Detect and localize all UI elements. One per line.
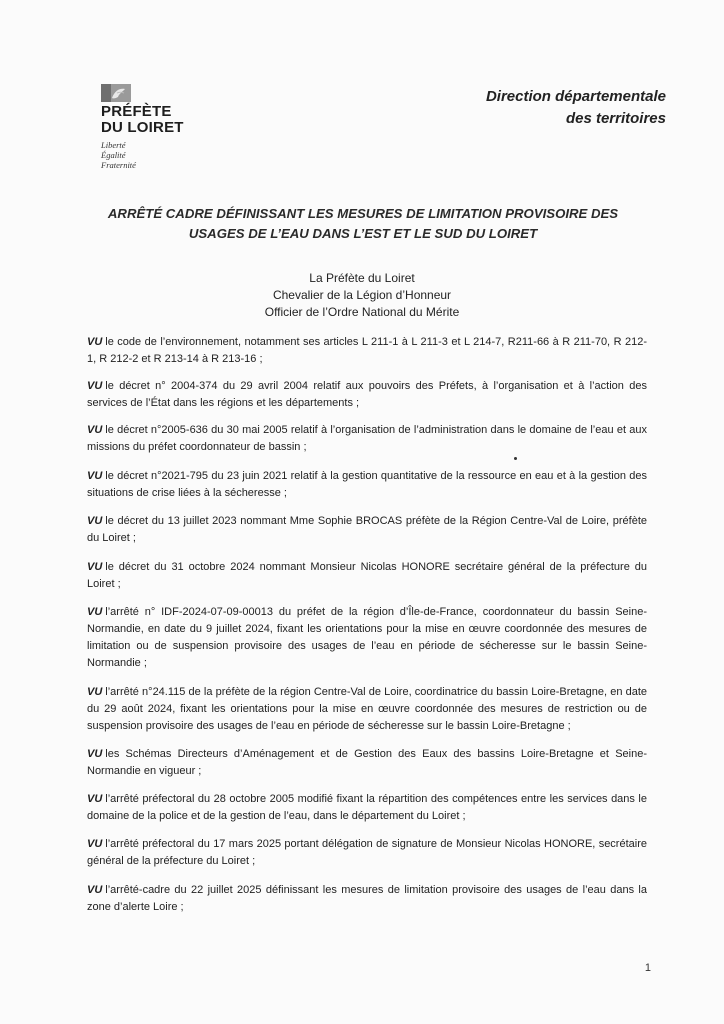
vu-label: VU xyxy=(87,793,103,805)
vu-label: VU xyxy=(87,838,103,850)
vu-text: le décret n°2005-636 du 30 mai 2005 relatif à l’organisation de l’administration dans le domaine de l’eau et aux missions du préfet coordonnateur de bassin ; xyxy=(87,424,647,453)
vu-paragraph xyxy=(87,836,647,870)
vu-label: VU xyxy=(87,686,103,698)
vu-paragraph xyxy=(87,468,647,502)
vu-text: les Schémas Directeurs d’Aménagement et de Gestion des Eaux des bassins Loire-Bretagne et Seine-Normandie en vigueur ; xyxy=(87,748,647,777)
vu-paragraph xyxy=(87,422,647,456)
vu-text: l’arrêté préfectoral du 28 octobre 2005 modifié fixant la répartition des compétences entre les services dans le domaine de la police et de la gestion de l’eau, dans le département du Loiret ; xyxy=(87,793,647,822)
vu-text: le décret n° 2004-374 du 29 avril 2004 relatif aux pouvoirs des Préfets, à l’organisation et à l’action des services de l’État dans les régions et les départements ; xyxy=(87,380,647,409)
prefecture-name-line2: DU LOIRET xyxy=(101,119,184,136)
vu-text: le code de l’environnement, notamment ses articles L 211-1 à L 211-3 et L 214-7, R211-66 à R 211-70, R 212-1, R 212-2 et R 213-14 à R 213-16 ; xyxy=(87,336,647,365)
vu-label: VU xyxy=(87,336,103,348)
vu-text: le décret n°2021-795 du 23 juin 2021 relatif à la gestion quantitative de la ressource en eau et à la gestion des situations de crise liées à la sécheresse ; xyxy=(87,470,647,499)
vu-paragraph xyxy=(87,882,647,916)
vu-paragraph xyxy=(87,559,647,593)
decree-title-line1: ARRÊTÉ CADRE DÉFINISSANT LES MESURES DE LIMITATION PROVISOIRE DES xyxy=(107,206,619,221)
vu-label: VU xyxy=(87,515,103,527)
motto-liberte: Liberté xyxy=(101,140,126,150)
direction-line1: Direction départementale xyxy=(485,88,666,105)
vu-label: VU xyxy=(87,748,103,760)
vu-text: l’arrêté n° IDF-2024-07-09-00013 du préfet de la région d’Île-de-France, coordonnateur du bassin Seine-Normandie, en date du 9 juillet 2024, fixant les orientations pour la mise en œuvre coordonnée des mesures de limitation ou de suspension provisoire des usages de l’eau en période de sécheresse sur le bassin Seine-Normandie ; xyxy=(87,606,647,669)
authority-honor-2: Officier de l’Ordre National du Mérite xyxy=(264,305,460,319)
vu-label: VU xyxy=(87,424,103,436)
motto-fraternite: Fraternité xyxy=(101,160,136,170)
vu-text: l’arrêté-cadre du 22 juillet 2025 définissant les mesures de limitation provisoire des usages de l’eau dans la zone d’alerte Loire ; xyxy=(87,884,647,913)
vu-paragraph xyxy=(87,334,647,368)
vu-label: VU xyxy=(87,470,103,482)
signing-authority xyxy=(180,270,544,321)
vu-label: VU xyxy=(87,561,103,573)
vu-text: le décret du 13 juillet 2023 nommant Mme Sophie BROCAS préfète de la Région Centre-Val de Loire, préfète du Loiret ; xyxy=(87,515,647,544)
vu-paragraph xyxy=(87,791,647,825)
prefecture-logo xyxy=(101,84,221,170)
vu-label: VU xyxy=(87,380,103,392)
issuing-direction xyxy=(406,86,666,130)
decree-title-line2: USAGES DE L’EAU DANS L’EST ET LE SUD DU LOIRET xyxy=(188,226,538,241)
marianne-emblem-icon xyxy=(101,84,131,102)
vu-label: VU xyxy=(87,606,103,618)
prefecture-name-line1: PRÉFÈTE xyxy=(101,103,172,120)
scan-speck xyxy=(514,457,517,460)
vu-paragraph xyxy=(87,604,647,672)
vu-text: le décret du 31 octobre 2024 nommant Monsieur Nicolas HONORE secrétaire général de la préfecture du Loiret ; xyxy=(87,561,647,590)
vu-paragraph xyxy=(87,684,647,735)
republic-motto xyxy=(101,140,221,170)
vu-paragraph xyxy=(87,746,647,780)
page-number: 1 xyxy=(644,962,651,974)
authority-honor-1: Chevalier de la Légion d’Honneur xyxy=(272,288,452,302)
vu-paragraph xyxy=(87,378,647,412)
vu-paragraph xyxy=(87,513,647,547)
vu-text: l’arrêté n°24.115 de la préfète de la région Centre-Val de Loire, coordinatrice du bassin Loire-Bretagne, en date du 29 août 2024, fixant les orientations pour la mise en œuvre coordonnée des mesures de restriction ou de suspension provisoire des usages de l’eau en période de sécheresse sur le bassin Loire-Bretagne ; xyxy=(87,686,647,732)
direction-line2: des territoires xyxy=(565,110,666,127)
vu-label: VU xyxy=(87,884,103,896)
authority-name: La Préfète du Loiret xyxy=(309,271,415,285)
vu-text: l’arrêté préfectoral du 17 mars 2025 portant délégation de signature de Monsieur Nicolas HONORE, secrétaire général de la préfecture du Loiret ; xyxy=(87,838,647,867)
motto-egalite: Égalité xyxy=(101,150,126,160)
decree-title xyxy=(90,204,636,244)
